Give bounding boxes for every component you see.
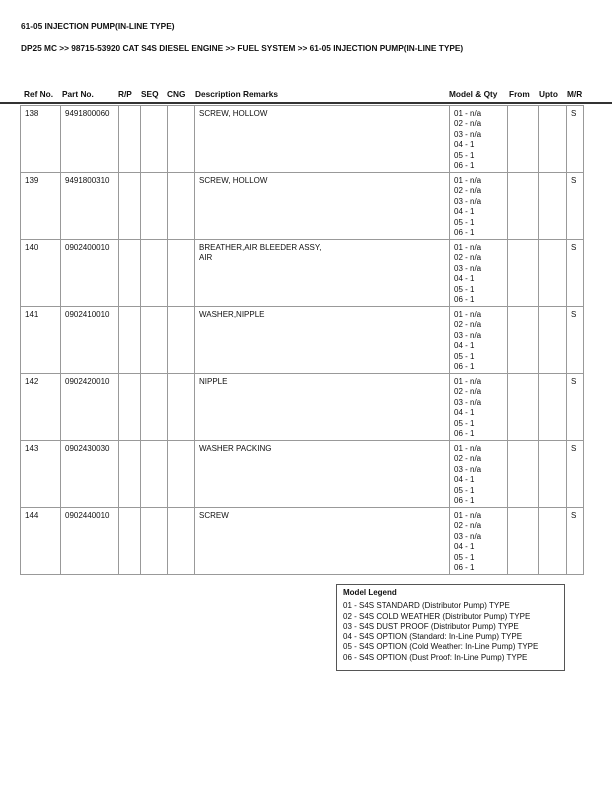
header-part-no: Part No. [62, 89, 94, 99]
header-upto: Upto [539, 89, 558, 99]
description-text: SCREW [199, 511, 229, 520]
cng [168, 240, 195, 307]
upto [539, 508, 567, 575]
legend-title: Model Legend [343, 588, 397, 597]
model-qty-line: 02 - n/a [454, 119, 482, 129]
table-row [21, 307, 584, 374]
upto [539, 374, 567, 441]
model-qty-line: 05 - 1 [454, 284, 475, 294]
from [508, 441, 539, 508]
rp [119, 508, 141, 575]
header-description: Description Remarks [195, 89, 279, 99]
model-qty-line: 01 - n/a [454, 176, 482, 185]
rp [119, 441, 141, 508]
seq [141, 374, 168, 441]
mr: S [567, 374, 584, 441]
ref-no: 138 [21, 106, 61, 173]
model-qty [450, 374, 508, 441]
model-qty-line: 01 - n/a [454, 511, 482, 520]
seq [141, 173, 168, 240]
description [195, 441, 450, 508]
header-seq: SEQ [141, 89, 159, 99]
model-qty-line: 03 - n/a [454, 397, 482, 407]
upto [539, 307, 567, 374]
table-row [21, 374, 584, 441]
model-qty-line: 06 - 1 [454, 295, 475, 305]
model-qty-line: 06 - 1 [454, 496, 475, 506]
model-qty-line: 01 - n/a [454, 377, 482, 386]
description-text: SCREW, HOLLOW [199, 176, 268, 185]
rp [119, 374, 141, 441]
rp [119, 240, 141, 307]
model-qty-line: 04 - 1 [454, 408, 475, 418]
seq [141, 307, 168, 374]
model-qty [450, 106, 508, 173]
model-qty-line: 03 - n/a [454, 464, 482, 474]
page-title: 61-05 INJECTION PUMP(IN-LINE TYPE) [21, 21, 175, 31]
header-rp: R/P [118, 89, 132, 99]
description-text: WASHER,NIPPLE [199, 310, 265, 319]
seq [141, 240, 168, 307]
description [195, 307, 450, 374]
ref-no: 139 [21, 173, 61, 240]
header-divider [0, 102, 612, 104]
model-qty [450, 240, 508, 307]
model-qty-line: 04 - 1 [454, 475, 475, 485]
mr: S [567, 173, 584, 240]
cng [168, 441, 195, 508]
ref-no: 141 [21, 307, 61, 374]
part-no: 0902440010 [61, 508, 119, 575]
cng [168, 106, 195, 173]
model-qty-line: 04 - 1 [454, 542, 475, 552]
part-no: 0902430030 [61, 441, 119, 508]
legend-item: 04 - S4S OPTION (Standard: In-Line Pump) TYPE [343, 632, 523, 642]
cng [168, 508, 195, 575]
from [508, 173, 539, 240]
rp [119, 106, 141, 173]
cng [168, 173, 195, 240]
legend-item: 02 - S4S COLD WEATHER (Distributor Pump) TYPE [343, 611, 531, 621]
model-qty [450, 307, 508, 374]
from [508, 374, 539, 441]
header-ref-no: Ref No. [24, 89, 54, 99]
ref-no: 143 [21, 441, 61, 508]
model-qty-line: 03 - n/a [454, 196, 482, 206]
legend-item: 03 - S4S DUST PROOF (Distributor Pump) TYPE [343, 621, 519, 631]
description-text: SCREW, HOLLOW [199, 109, 268, 118]
upto [539, 441, 567, 508]
model-qty-line: 03 - n/a [454, 129, 482, 139]
from [508, 240, 539, 307]
model-qty-line: 05 - 1 [454, 485, 475, 495]
model-qty-line: 05 - 1 [454, 150, 475, 160]
model-qty-line: 01 - n/a [454, 109, 482, 118]
parts-table [20, 105, 584, 575]
description-text-cont: AIR [199, 253, 213, 263]
model-qty-line: 04 - 1 [454, 341, 475, 351]
part-no: 0902420010 [61, 374, 119, 441]
model-qty [450, 441, 508, 508]
model-qty-line: 05 - 1 [454, 418, 475, 428]
rp [119, 173, 141, 240]
table-row [21, 240, 584, 307]
header-cng: CNG [167, 89, 186, 99]
model-qty-line: 06 - 1 [454, 563, 475, 573]
legend-item: 06 - S4S OPTION (Dust Proof: In-Line Pump) TYPE [343, 652, 528, 662]
header-model-qty: Model & Qty [449, 89, 498, 99]
model-qty-line: 02 - n/a [454, 186, 482, 196]
model-qty-line: 06 - 1 [454, 161, 475, 171]
table-row [21, 106, 584, 173]
from [508, 106, 539, 173]
ref-no: 140 [21, 240, 61, 307]
table-row [21, 173, 584, 240]
part-no: 0902400010 [61, 240, 119, 307]
legend-item: 05 - S4S OPTION (Cold Weather: In-Line Pump) TYPE [343, 642, 539, 652]
seq [141, 106, 168, 173]
rp [119, 307, 141, 374]
part-no: 0902410010 [61, 307, 119, 374]
description [195, 106, 450, 173]
mr: S [567, 106, 584, 173]
model-qty-line: 02 - n/a [454, 253, 482, 263]
breadcrumb: DP25 MC >> 98715-53920 CAT S4S DIESEL ENGINE >> FUEL SYSTEM >> 61-05 INJECTION PUMP(IN-LINE TYPE) [21, 43, 464, 53]
model-qty-line: 06 - 1 [454, 429, 475, 439]
description [195, 173, 450, 240]
header-mr: M/R [567, 89, 583, 99]
mr: S [567, 441, 584, 508]
legend-item: 01 - S4S STANDARD (Distributor Pump) TYPE [343, 601, 510, 611]
model-qty-line: 05 - 1 [454, 552, 475, 562]
model-qty-line: 02 - n/a [454, 387, 482, 397]
description [195, 374, 450, 441]
model-qty-line: 02 - n/a [454, 454, 482, 464]
part-no: 9491800310 [61, 173, 119, 240]
from [508, 508, 539, 575]
description [195, 508, 450, 575]
seq [141, 508, 168, 575]
description-text: NIPPLE [199, 377, 228, 386]
ref-no: 144 [21, 508, 61, 575]
table-row [21, 441, 584, 508]
model-qty-line: 05 - 1 [454, 351, 475, 361]
model-qty-line: 02 - n/a [454, 521, 482, 531]
model-qty-line: 03 - n/a [454, 330, 482, 340]
description-text: WASHER PACKING [199, 444, 272, 453]
cng [168, 374, 195, 441]
upto [539, 173, 567, 240]
description-text: BREATHER,AIR BLEEDER ASSY, [199, 243, 322, 252]
model-qty-line: 03 - n/a [454, 531, 482, 541]
model-qty-line: 02 - n/a [454, 320, 482, 330]
model-qty-line: 03 - n/a [454, 263, 482, 273]
model-legend [336, 584, 565, 671]
mr: S [567, 307, 584, 374]
table-row [21, 508, 584, 575]
ref-no: 142 [21, 374, 61, 441]
model-qty-line: 04 - 1 [454, 207, 475, 217]
model-qty-line: 04 - 1 [454, 140, 475, 150]
from [508, 307, 539, 374]
model-qty-line: 01 - n/a [454, 243, 482, 252]
header-from: From [509, 89, 530, 99]
model-qty [450, 173, 508, 240]
upto [539, 240, 567, 307]
description [195, 240, 450, 307]
mr: S [567, 508, 584, 575]
model-qty [450, 508, 508, 575]
model-qty-line: 05 - 1 [454, 217, 475, 227]
model-qty-line: 06 - 1 [454, 362, 475, 372]
part-no: 9491800060 [61, 106, 119, 173]
cng [168, 307, 195, 374]
mr: S [567, 240, 584, 307]
model-qty-line: 06 - 1 [454, 228, 475, 238]
model-qty-line: 04 - 1 [454, 274, 475, 284]
model-qty-line: 01 - n/a [454, 310, 482, 319]
seq [141, 441, 168, 508]
model-qty-line: 01 - n/a [454, 444, 482, 453]
upto [539, 106, 567, 173]
